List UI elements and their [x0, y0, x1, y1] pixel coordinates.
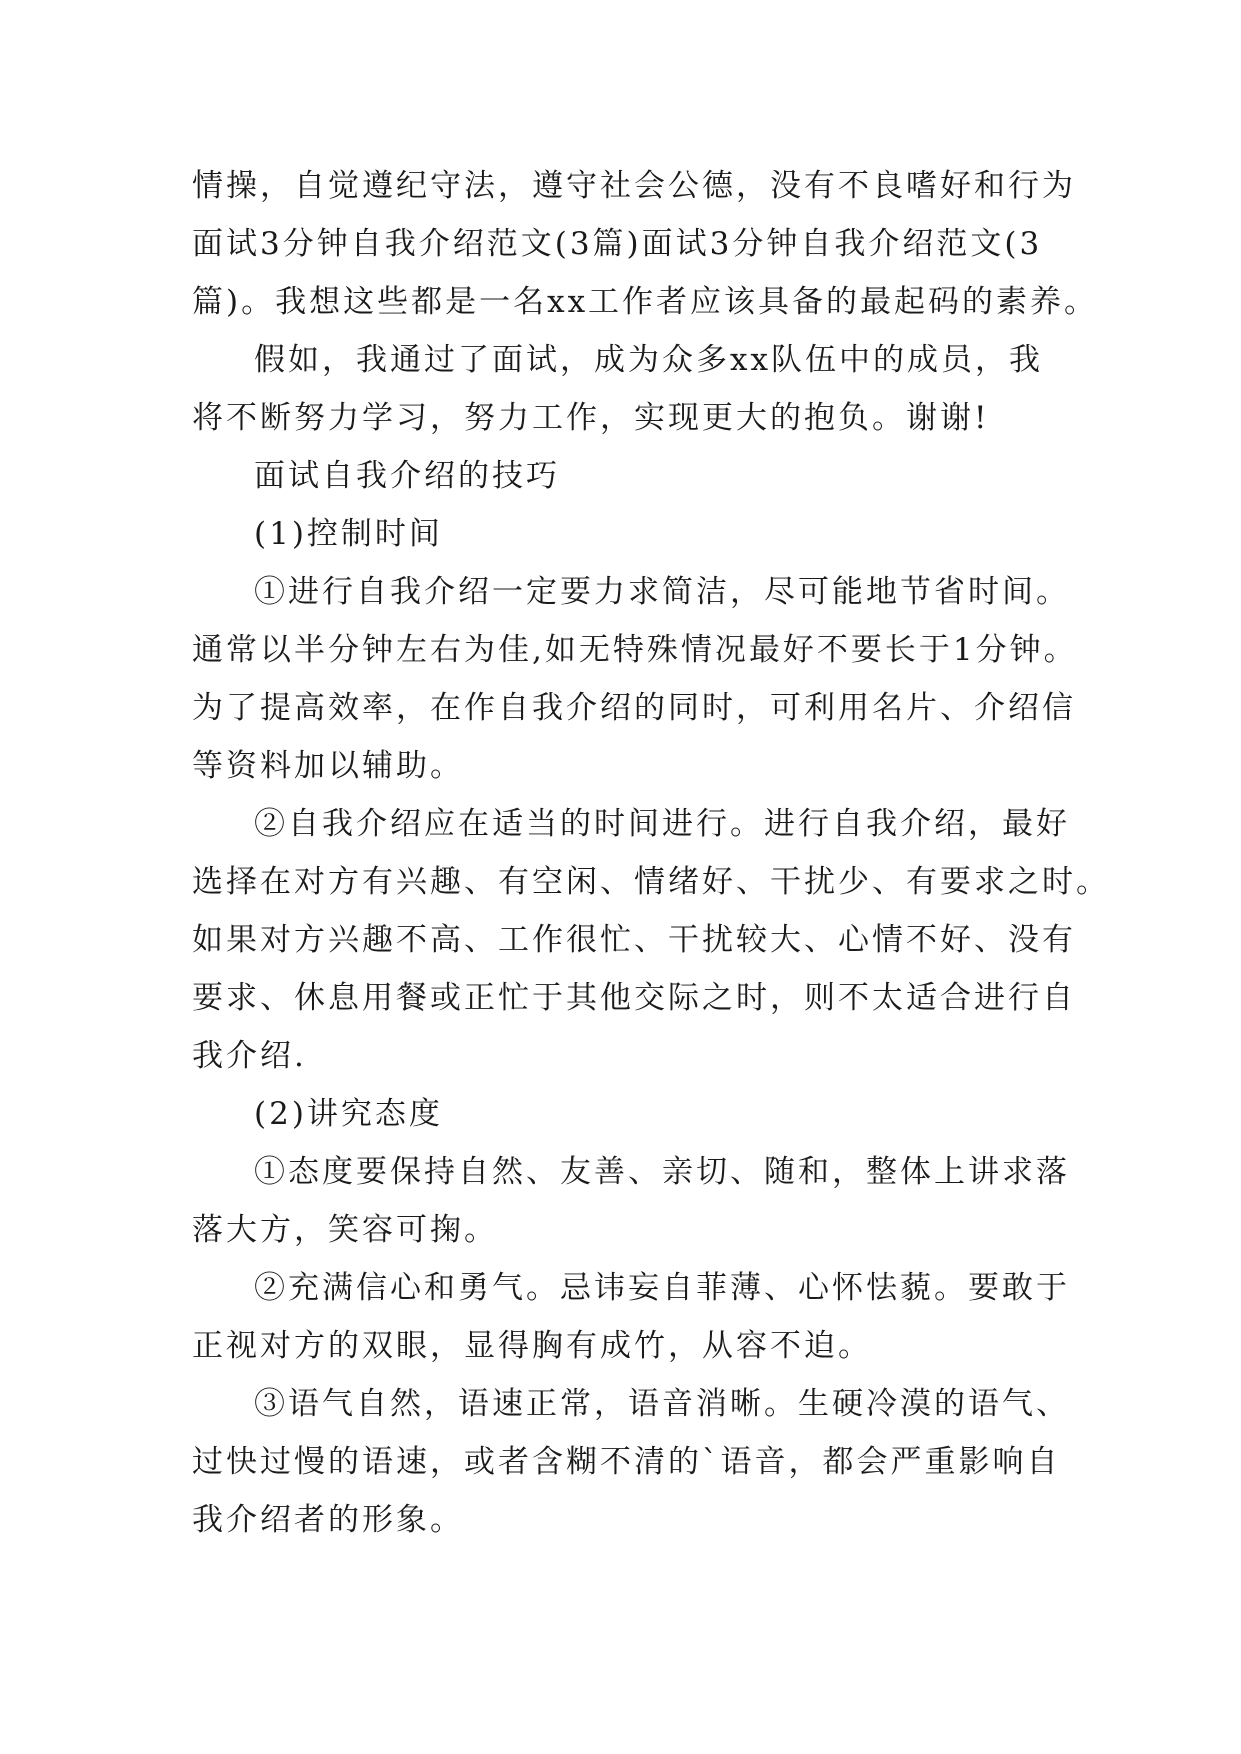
text-line: 正视对方的双眼，显得胸有成竹，从容不迫。 — [192, 1328, 872, 1364]
text-line: ②自我介绍应在适当的时间进行。进行自我介绍，最好 — [254, 806, 1070, 842]
text-line: 如果对方兴趣不高、工作很忙、干扰较大、心情不好、没有 — [192, 922, 1076, 958]
text-line: 过快过慢的语速，或者含糊不清的`语音，都会严重影响自 — [192, 1444, 1061, 1480]
text-line: 选择在对方有兴趣、有空闲、情绪好、干扰少、有要求之时。 — [192, 864, 1110, 900]
section-heading: 面试自我介绍的技巧 — [254, 458, 560, 494]
text-line: 篇)。我想这些都是一名xx工作者应该具备的最起码的素养。 — [192, 284, 1099, 320]
text-line: ②充满信心和勇气。忌讳妄自菲薄、心怀怯藐。要敢于 — [254, 1270, 1070, 1306]
text-line: 我介绍. — [192, 1038, 307, 1074]
subsection-heading: (1)控制时间 — [254, 516, 443, 552]
text-line: ①进行自我介绍一定要力求简洁，尽可能地节省时间。 — [254, 574, 1070, 610]
text-line: 要求、休息用餐或正忙于其他交际之时，则不太适合进行自 — [192, 980, 1076, 1016]
subsection-heading: (2)讲究态度 — [254, 1096, 443, 1132]
text-line: ③语气自然，语速正常，语音消晰。生硬冷漠的语气、 — [254, 1386, 1070, 1422]
text-line: 为了提高效率，在作自我介绍的同时，可利用名片、介绍信 — [192, 690, 1076, 726]
text-line: 情操，自觉遵纪守法，遵守社会公德，没有不良嗜好和行为 — [192, 168, 1076, 204]
text-line: ①态度要保持自然、友善、亲切、随和，整体上讲求落 — [254, 1154, 1070, 1190]
text-line: 面试3分钟自我介绍范文(3篇)面试3分钟自我介绍范文(3 — [192, 226, 1043, 262]
text-line: 假如，我通过了面试，成为众多xx队伍中的成员，我 — [254, 342, 1043, 378]
text-line: 通常以半分钟左右为佳,如无特殊情况最好不要长于1分钟。 — [192, 632, 1078, 668]
text-line: 我介绍者的形象。 — [192, 1502, 464, 1538]
text-line: 将不断努力学习，努力工作，实现更大的抱负。谢谢! — [192, 400, 990, 436]
text-line: 等资料加以辅助。 — [192, 748, 464, 784]
text-line: 落大方，笑容可掬。 — [192, 1212, 498, 1248]
